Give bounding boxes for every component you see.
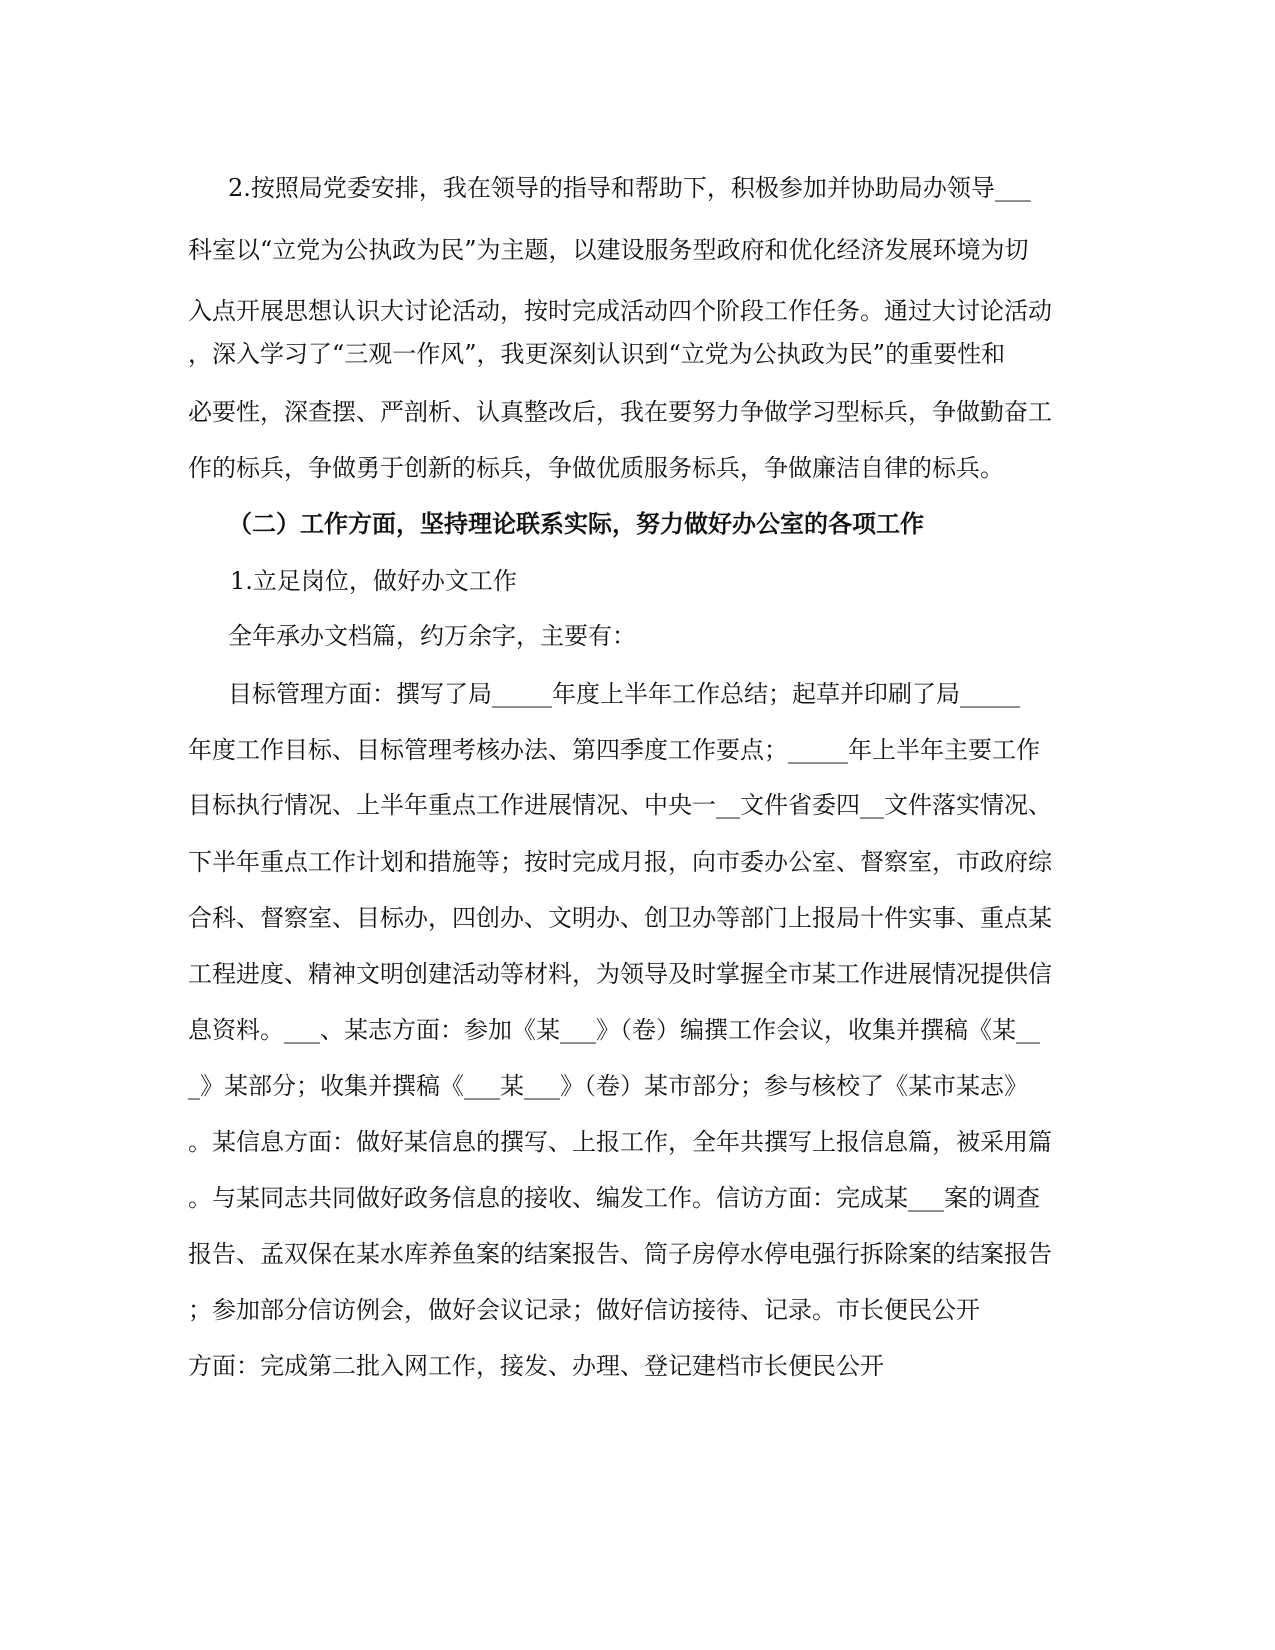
paragraph-line: 科室以“立党为公执政为民”为主题，以建设服务型政府和优化经济发展环境为切: [188, 236, 1029, 264]
section-heading: （二）工作方面，坚持理论联系实际，努力做好办公室的各项工作: [228, 509, 924, 538]
paragraph-line: ；参加部分信访例会，做好会议记录；做好信访接待、记录。市长便民公开: [188, 1296, 980, 1324]
paragraph-line: 入点开展思想认识大讨论活动，按时完成活动四个阶段工作任务。通过大讨论活动: [188, 297, 1052, 325]
paragraph-line: 息资料。___、某志方面：参加《某___》（卷）编撰工作会议，收集并撰稿《某__: [188, 1016, 1040, 1044]
paragraph-line: ，深入学习了“三观一作风”，我更深刻认识到“立党为公执政为民”的重要性和: [188, 340, 1006, 368]
subsection-heading: 1.立足岗位，做好办文工作: [230, 567, 517, 595]
paragraph-line: 年度工作目标、目标管理考核办法、第四季度工作要点；_____年上半年主要工作: [188, 736, 1040, 764]
paragraph-line: _》某部分；收集并撰稿《___某___》（卷）某市部分；参与核校了《某市某志》: [188, 1072, 1028, 1100]
paragraph-line: 方面：完成第二批入网工作，接发、办理、登记建档市长便民公开: [188, 1352, 884, 1380]
paragraph-line: 作的标兵，争做勇于创新的标兵，争做优质服务标兵，争做廉洁自律的标兵。: [188, 454, 1004, 482]
paragraph-line: 工程进度、精神文明创建活动等材料，为领导及时掌握全市某工作进展情况提供信: [188, 960, 1052, 988]
paragraph-line: 报告、孟双保在某水库养鱼案的结案报告、筒子房停水停电强行拆除案的结案报告: [188, 1240, 1052, 1268]
paragraph-line: 必要性，深查摆、严剖析、认真整改后，我在要努力争做学习型标兵，争做勤奋工: [188, 398, 1052, 426]
paragraph-line: 目标管理方面：撰写了局_____年度上半年工作总结；起草并印刷了局_____: [228, 680, 1020, 708]
paragraph-line: 下半年重点工作计划和措施等；按时完成月报，向市委办公室、督察室，市政府综: [188, 848, 1052, 876]
paragraph-line: 。某信息方面：做好某信息的撰写、上报工作，全年共撰写上报信息篇，被采用篇: [188, 1128, 1052, 1156]
paragraph-line: 。与某同志共同做好政务信息的接收、编发工作。信访方面：完成某___案的调查: [188, 1184, 1040, 1212]
paragraph-line: 全年承办文档篇，约万余字，主要有：: [228, 622, 636, 650]
paragraph-line: 合科、督察室、目标办，四创办、文明办、创卫办等部门上报局十件实事、重点某: [188, 904, 1052, 932]
paragraph-line: 目标执行情况、上半年重点工作进展情况、中央一__文件省委四__文件落实情况、: [188, 791, 1052, 819]
paragraph-line: 2.按照局党委安排，我在领导的指导和帮助下，积极参加并协助局办领导___: [228, 174, 1031, 202]
